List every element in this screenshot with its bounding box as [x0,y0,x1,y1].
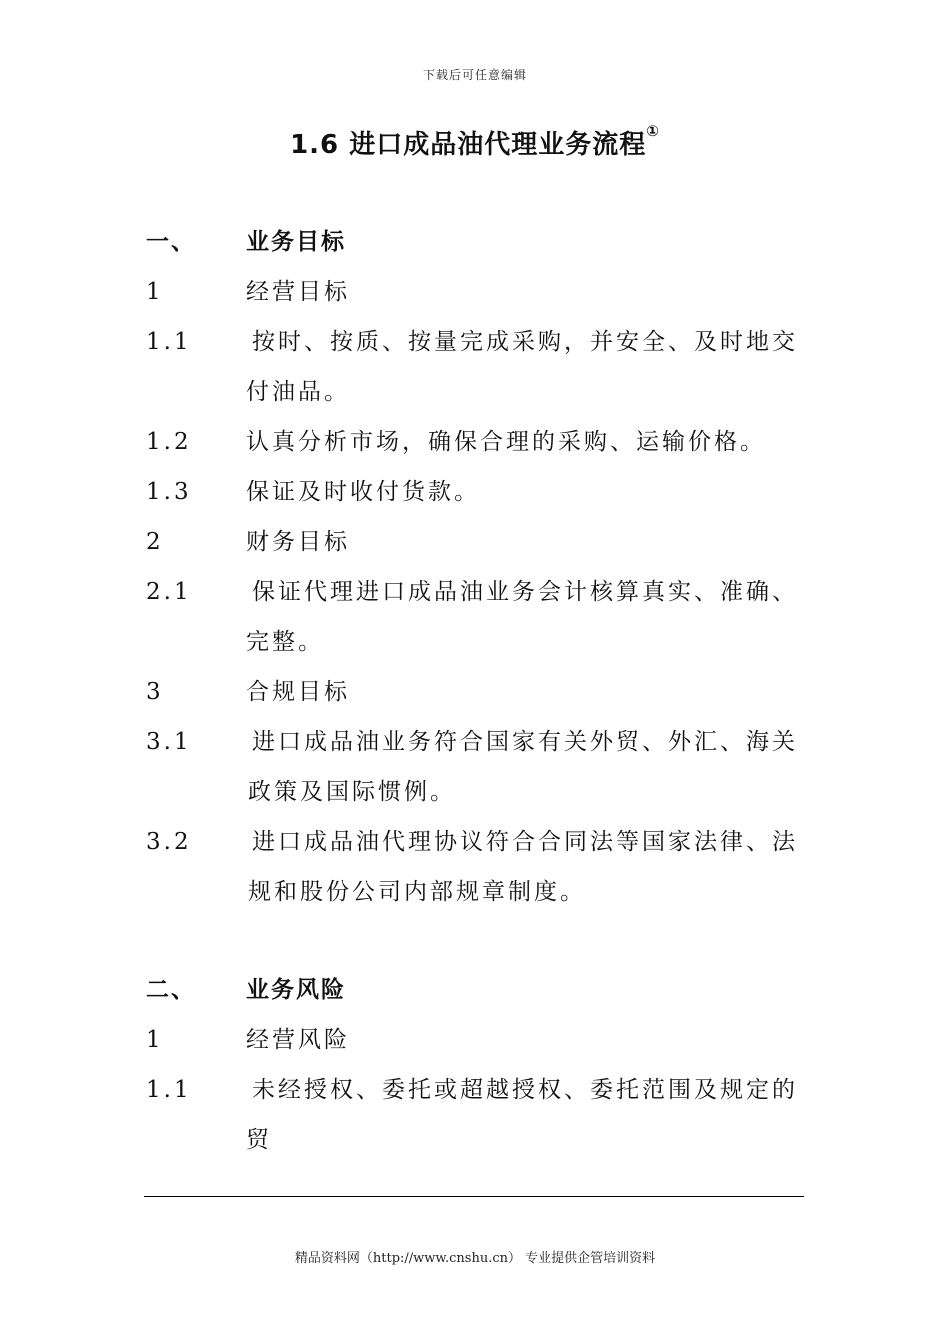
item-text: 进口成品油业务符合国家有关外贸、外汇、海关 [252,729,798,755]
item-text: 规和股份公司内部规章制度。 [248,879,586,905]
section-heading [0,222,950,262]
item-text: 付油品。 [246,379,350,405]
item-text: 保证代理进口成品油业务会计核算真实、准确、 [252,579,798,605]
list-item [0,422,950,462]
item-number: 3 [146,679,164,705]
item-text: 未经授权、委托或超越授权、委托范围及规定的 [252,1077,798,1103]
list-item [0,472,950,512]
list-item [0,822,950,862]
item-text: 贸 [246,1127,272,1153]
list-item [0,1020,950,1060]
footnote-mark: ① [646,122,660,140]
item-text: 保证及时收付货款。 [246,479,480,505]
item-number: 1 [146,279,164,305]
title-text: 1.6 进口成品油代理业务流程 [290,130,647,160]
section-title: 业务风险 [246,977,346,1003]
list-item [0,572,950,612]
document-title [0,124,950,161]
section-title: 业务目标 [246,229,346,255]
item-number: 3.1 [146,729,192,755]
item-number: 1.2 [146,429,192,455]
item-text: 进口成品油代理协议符合合同法等国家法律、法 [252,829,798,855]
item-number: 1 [146,1027,164,1053]
list-item [0,672,950,712]
item-text: 政策及国际惯例。 [248,779,456,805]
list-item [0,522,950,562]
item-text: 认真分析市场，确保合理的采购、运输价格。 [246,429,766,455]
item-text: 经营目标 [246,279,350,305]
list-item [0,1070,950,1110]
section-number: 二、 [146,977,196,1003]
list-item-continuation [0,872,950,912]
list-item [0,322,950,362]
item-number: 1.1 [146,1077,192,1103]
item-text: 按时、按质、按量完成采购，并安全、及时地交 [252,329,798,355]
item-text: 财务目标 [246,529,350,555]
list-item [0,272,950,312]
item-text: 完整。 [246,629,324,655]
list-item [0,722,950,762]
item-number: 2 [146,529,164,555]
item-text: 合规目标 [246,679,350,705]
item-text: 经营风险 [246,1027,350,1053]
item-number: 1.3 [146,479,192,505]
list-item-continuation [0,1120,950,1160]
footer-divider [144,1196,804,1197]
list-item-continuation [0,622,950,662]
page-header: 下载后可任意编辑 [422,68,527,82]
page-footer: 精品资料网（http://www.cnshu.cn） 专业提供企管培训资料 [294,1251,656,1266]
section-number: 一、 [146,229,196,255]
section-heading [0,970,950,1010]
item-number: 3.2 [146,829,192,855]
list-item-continuation [0,772,950,812]
item-number: 1.1 [146,329,192,355]
item-number: 2.1 [146,579,192,605]
list-item-continuation [0,372,950,412]
